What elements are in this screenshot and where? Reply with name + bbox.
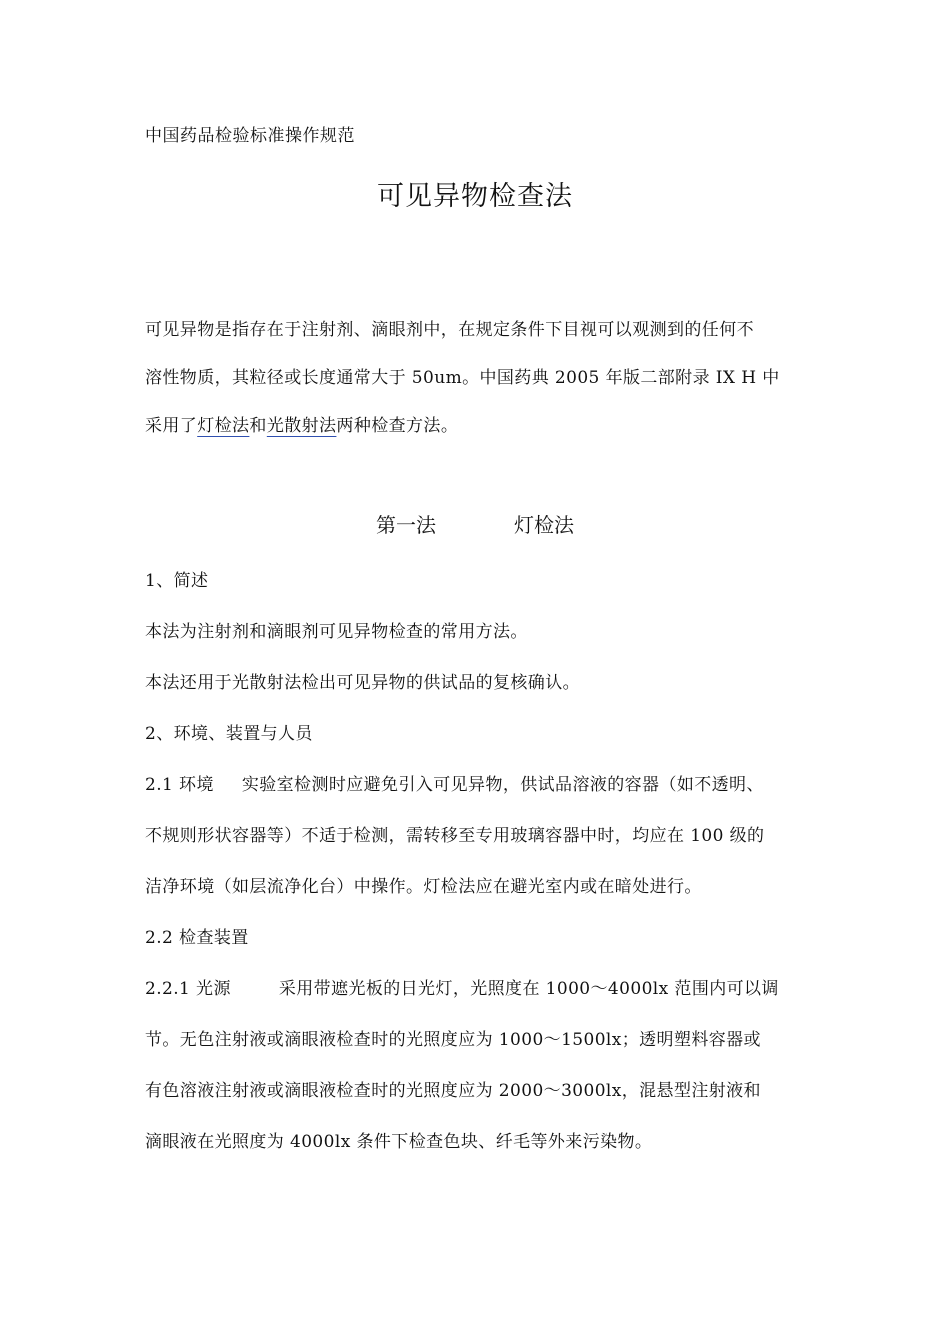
section-2-2-1-line-4: 滴眼液在光照度为 4000lx 条件下检查色块、纤毛等外来污染物。 — [145, 1132, 653, 1152]
header-label: 中国药品检验标准操作规范 — [145, 126, 355, 146]
intro-paragraph — [145, 306, 810, 450]
heading-environment: 2、环境、装置与人员 — [145, 724, 313, 744]
light-scattering-link[interactable]: 光散射法 — [266, 416, 337, 436]
intro-line-2: 溶性物质，其粒径或长度通常大于 50um。中国药典 2005 年版二部附录 IX H 中 — [145, 368, 780, 388]
lamp-inspection-link[interactable]: 灯检法 — [197, 416, 250, 436]
section-2-1-label: 2.1 环境 — [145, 775, 214, 795]
section-2-2-1-line-2: 节。无色注射液或滴眼液检查时的光照度应为 1000～1500lx；透明塑料容器或 — [145, 1030, 761, 1050]
section-name: 灯检法 — [514, 513, 574, 537]
section-2-2-1-line-3: 有色溶液注射液或滴眼液检查时的光照度应为 2000～3000lx，混悬型注射液和 — [145, 1081, 761, 1101]
intro-line-3 — [145, 402, 810, 450]
section-2-1-line-1 — [145, 770, 810, 821]
intro-line-3-suffix: 两种检查方法。 — [336, 416, 459, 436]
intro-line-1: 可见异物是指存在于注射剂、滴眼剂中，在规定条件下目视可以观测到的任何不 — [145, 320, 754, 340]
heading-inspection-device: 2.2 检查装置 — [145, 928, 249, 948]
body-content — [145, 566, 810, 1178]
heading-overview: 1、简述 — [145, 571, 209, 591]
section-title — [0, 509, 950, 538]
section-2-2-1-text-1: 采用带遮光板的日光灯，光照度在 1000～4000lx 范围内可以调 — [278, 979, 779, 999]
intro-line-3-prefix: 采用了 — [145, 416, 198, 436]
section-2-1-line-2: 不规则形状容器等）不适于检测，需转移至专用玻璃容器中时，均应在 100 级的 — [145, 826, 765, 846]
section-2-1-text-1: 实验室检测时应避免引入可见异物，供试品溶液的容器（如不透明、 — [241, 775, 764, 795]
section-2-2-1-label: 2.2.1 光源 — [145, 979, 231, 999]
section-number: 第一法 — [376, 513, 436, 537]
document-title: 可见异物检查法 — [377, 181, 573, 212]
paragraph-2: 本法还用于光散射法检出可见异物的供试品的复核确认。 — [145, 673, 580, 693]
paragraph-1: 本法为注射剂和滴眼剂可见异物检查的常用方法。 — [145, 622, 528, 642]
section-2-2-1-line-1 — [145, 974, 810, 1025]
intro-line-3-mid: 和 — [249, 416, 267, 436]
section-2-1-line-3: 洁净环境（如层流净化台）中操作。灯检法应在避光室内或在暗处进行。 — [145, 877, 702, 897]
